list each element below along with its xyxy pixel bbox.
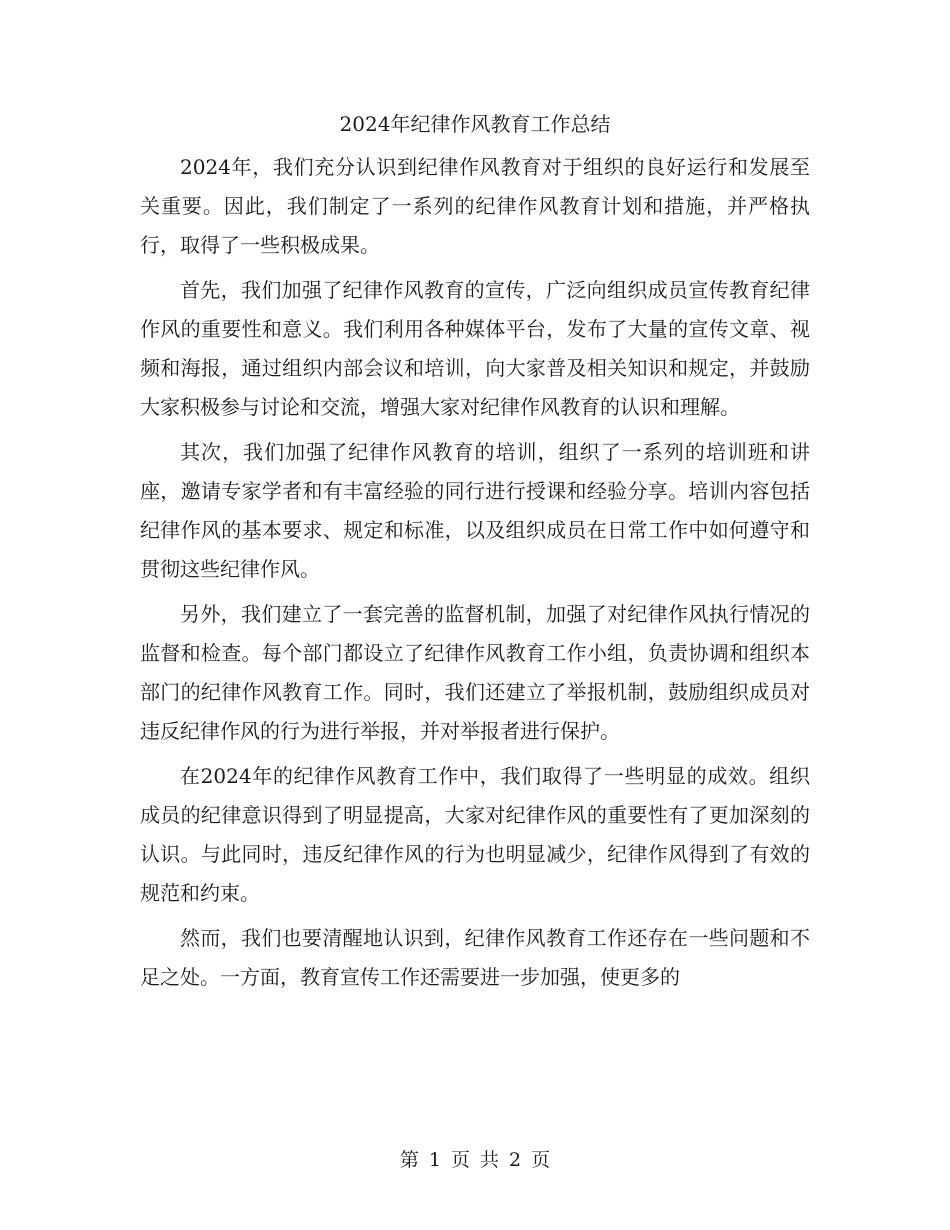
paragraph-training: 其次，我们加强了纪律作风教育的培训，组织了一系列的培训班和讲座，邀请专家学者和有丰富经验的同行进行授课和经验分享。培训内容包括纪律作风的基本要求、规定和标准，以及组织成员在日常工作中如何遵守和贯彻这些纪律作风。 — [140, 440, 810, 581]
page-number-footer: 第 1 页 共 2 页 — [399, 1149, 551, 1171]
document-body — [140, 148, 810, 997]
paragraph-results: 在2024年的纪律作风教育工作中，我们取得了一些明显的成效。组织成员的纪律意识得到了明显提高，大家对纪律作风的重要性有了更加深刻的认识。与此同时，违反纪律作风的行为也明显减少，纪律作风得到了有效的规范和约束。 — [140, 764, 810, 905]
paragraph-intro: 2024年，我们充分认识到纪律作风教育对于组织的良好运行和发展至关重要。因此，我们制定了一系列的纪律作风教育计划和措施，并严格执行，取得了一些积极成果。 — [140, 155, 810, 257]
document-title: 2024年纪律作风教育工作总结 — [339, 112, 611, 136]
paragraph-problems: 然而，我们也要清醒地认识到，纪律作风教育工作还存在一些问题和不足之处。一方面，教育宣传工作还需要进一步加强，使更多的 — [140, 926, 810, 989]
paragraph-publicity: 首先，我们加强了纪律作风教育的宣传，广泛向组织成员宣传教育纪律作风的重要性和意义。我们利用各种媒体平台，发布了大量的宣传文章、视频和海报，通过组织内部会议和培训，向大家普及相关知识和规定，并鼓励大家积极参与讨论和交流，增强大家对纪律作风教育的认识和理解。 — [140, 278, 810, 419]
paragraph-supervision: 另外，我们建立了一套完善的监督机制，加强了对纪律作风执行情况的监督和检查。每个部门都设立了纪律作风教育工作小组，负责协调和组织本部门的纪律作风教育工作。同时，我们还建立了举报机制，鼓励组织成员对违反纪律作风的行为进行举报，并对举报者进行保护。 — [140, 602, 810, 743]
